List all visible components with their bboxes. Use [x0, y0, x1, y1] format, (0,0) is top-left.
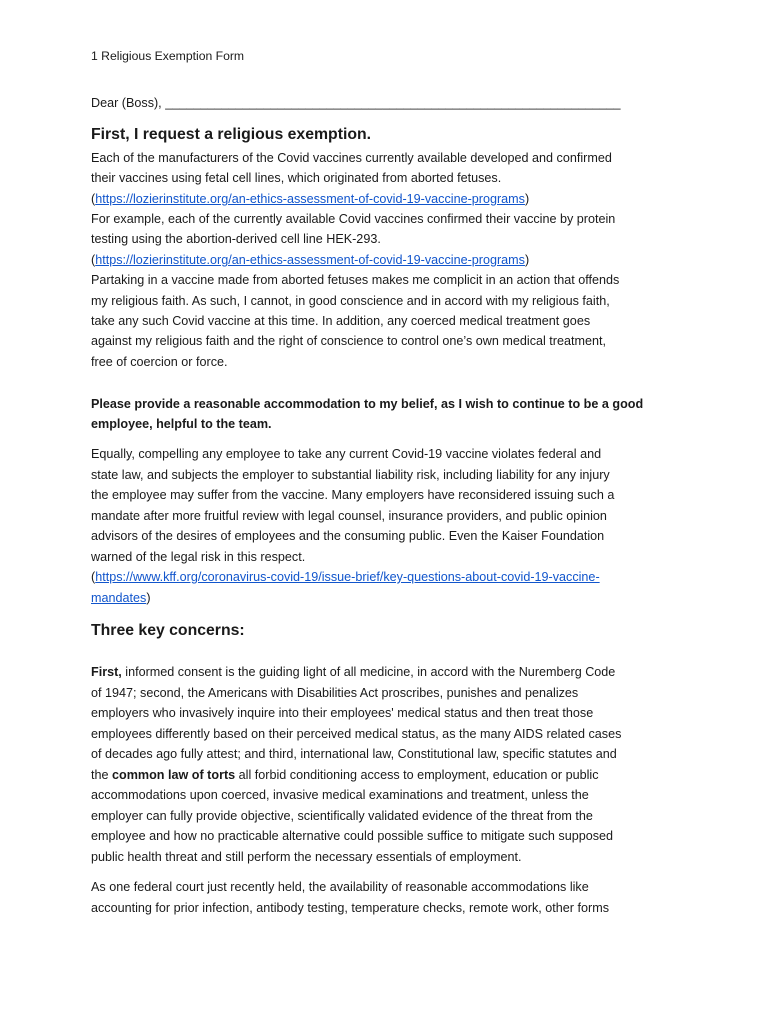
- link-line: [91, 250, 529, 270]
- paren-close: ): [146, 591, 151, 605]
- section-heading-three-key-concerns: Three key concerns:: [91, 622, 245, 639]
- kff-link-part1[interactable]: https://www.kff.org/coronavirus-covid-19/issue-brief/key-questions-about-covid-19-vaccine-: [95, 570, 600, 584]
- kff-link-part2[interactable]: mandates: [91, 591, 147, 605]
- paragraph-line: my religious faith. As such, I cannot, in good conscience and in accord with my religious faith,: [91, 294, 610, 308]
- paren-open: (: [91, 253, 96, 267]
- paragraph-line: warned of the legal risk in this respect.: [91, 550, 306, 564]
- request-line: Please provide a reasonable accommodation to my belief, as I wish to continue to be a good: [91, 397, 644, 411]
- line-text: informed consent is the guiding light of all medicine, in accord with the Nuremberg Code: [121, 665, 616, 679]
- paragraph-line: mandate after more fruitful review with legal counsel, insurance providers, and public opinion: [91, 509, 607, 523]
- paragraph-line: of decades ago fully attest; and third, international law, Constitutional law, specific statutes and: [91, 747, 617, 761]
- salutation-blank: _________________________________________________________________: [165, 96, 621, 110]
- paren-close: ): [524, 192, 530, 206]
- paragraph-line: employee and how no practicable alternative could possible suffice to mitigate such supposed: [91, 829, 614, 843]
- salutation-line: [91, 93, 620, 113]
- link-line: [91, 567, 600, 587]
- lozier-link-2[interactable]: https://lozierinstitute.org/an-ethics-assessment-of-covid-19-vaccine-programs: [95, 253, 525, 267]
- line-text: all forbid conditioning access to employment, education or public: [235, 768, 599, 782]
- paragraph-line: public health threat and still perform the necessary essentials of employment.: [91, 850, 522, 864]
- paragraph-line: state law, and subjects the employer to substantial liability risk, including liability for any injury: [91, 468, 610, 482]
- link-line: [91, 189, 529, 209]
- lozier-link-1[interactable]: https://lozierinstitute.org/an-ethics-assessment-of-covid-19-vaccine-programs: [95, 192, 525, 206]
- paragraph-line: Equally, compelling any employee to take any current Covid-19 vaccine violates federal and: [91, 447, 602, 461]
- common-law-of-torts: common law of torts: [112, 768, 236, 782]
- paragraph-line: accounting for prior infection, antibody testing, temperature checks, remote work, other forms: [91, 901, 609, 915]
- paragraph-line: testing using the abortion-derived cell line HEK-293.: [91, 232, 381, 246]
- paragraph-line: employees differently based on their perceived medical status, as the many AIDS related cases: [91, 727, 622, 741]
- link-line: [91, 588, 151, 608]
- paren-close: ): [524, 253, 530, 267]
- line-text: the: [91, 768, 113, 782]
- section-heading-religious-exemption: First, I request a religious exemption.: [91, 126, 372, 143]
- paragraph-line: free of coercion or force.: [91, 355, 228, 369]
- paragraph-line: the employee may suffer from the vaccine. Many employers have reconsidered issuing such a: [91, 488, 615, 502]
- document-header: 1 Religious Exemption Form: [91, 49, 245, 63]
- paragraph-line: take any such Covid vaccine at this time. In addition, any coerced medical treatment goes: [91, 314, 591, 328]
- paragraph-line: As one federal court just recently held, the availability of reasonable accommodations like: [91, 880, 589, 894]
- request-line: employee, helpful to the team.: [91, 417, 272, 431]
- paren-open: (: [91, 570, 96, 584]
- paragraph-line: of 1947; second, the Americans with Disabilities Act proscribes, punishes and penalizes: [91, 686, 579, 700]
- paragraph-line: advisors of the desires of employees and the consuming public. Even the Kaiser Foundation: [91, 529, 605, 543]
- paragraph-line: Partaking in a vaccine made from aborted fetuses makes me complicit in an action that offends: [91, 273, 620, 287]
- paragraph-line: employers who invasively inquire into their employees' medical status and then treat those: [91, 706, 594, 720]
- salutation-text: Dear (Boss),: [91, 96, 166, 110]
- paren-open: (: [91, 192, 96, 206]
- paragraph-line: Each of the manufacturers of the Covid vaccines currently available developed and confirmed: [91, 151, 612, 165]
- paragraph-line: their vaccines using fetal cell lines, which originated from aborted fetuses.: [91, 171, 502, 185]
- paragraph-line: against my religious faith and the right of conscience to control one’s own medical treatment,: [91, 334, 606, 348]
- paragraph-line: [91, 662, 615, 682]
- paragraph-line: accommodations upon coerced, invasive medical examinations and treatment, unless the: [91, 788, 589, 802]
- paragraph-line: [91, 765, 599, 785]
- first-label: First,: [91, 665, 122, 679]
- paragraph-line: employer can fully provide objective, scientifically validated evidence of the threat from the: [91, 809, 593, 823]
- paragraph-line: For example, each of the currently available Covid vaccines confirmed their vaccine by protein: [91, 212, 616, 226]
